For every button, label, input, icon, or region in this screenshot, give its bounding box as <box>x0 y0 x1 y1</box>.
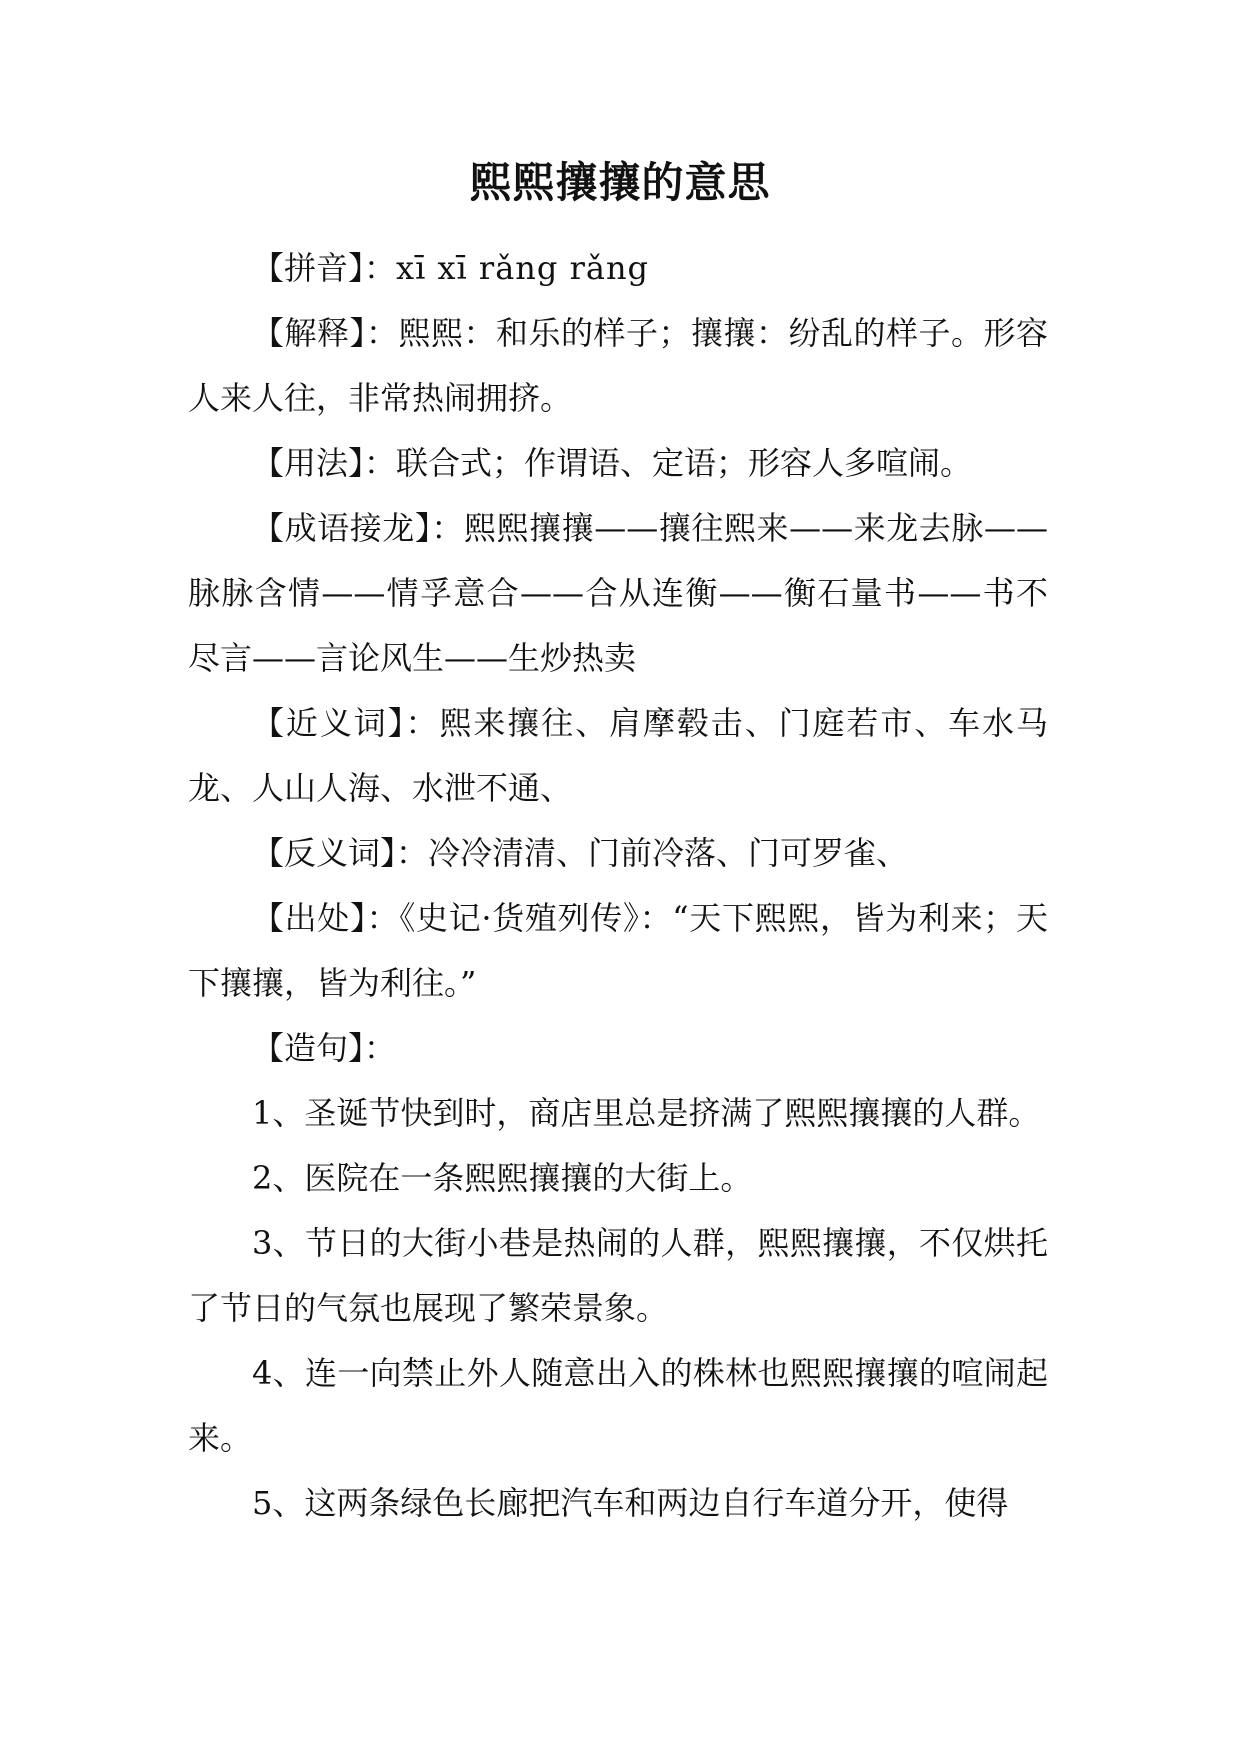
pinyin-value: xī xī rǎng rǎng <box>396 249 650 287</box>
antonyms-label: 【反义词】： <box>252 834 429 872</box>
synonyms-value: 熙来攘往、肩摩毂击、门庭若市、车水马龙、人山人海、水泄不通、 <box>188 704 1048 807</box>
usage-value: 联合式；作谓语、定语；形容人多喧闹。 <box>396 444 973 482</box>
synonyms-label: 【近义词】： <box>252 704 440 742</box>
page-title: 熙熙攘攘的意思 <box>469 158 771 207</box>
document-body <box>188 236 1048 1536</box>
usage-label: 【用法】： <box>252 444 397 482</box>
pinyin-entry <box>188 236 1048 301</box>
explanation-label: 【解释】： <box>252 314 399 352</box>
source-entry <box>188 886 1048 1016</box>
source-value: 《史记·货殖列传》：“天下熙熙，皆为利来；天下攘攘，皆为利往。” <box>188 899 1048 1002</box>
example-sentence: 5、这两条绿色长廊把汽车和两边自行车道分开，使得 <box>252 1484 1009 1522</box>
example-sentence: 3、节日的大街小巷是热闹的人群，熙熙攘攘，不仅烘托了节日的气氛也展现了繁荣景象。 <box>188 1224 1048 1327</box>
usage-entry <box>188 431 1048 496</box>
example-sentence: 2、医院在一条熙熙攘攘的大街上。 <box>252 1159 753 1197</box>
source-label: 【出处】： <box>252 899 400 937</box>
sentences-heading: 【造句】： <box>252 1029 397 1067</box>
pinyin-label: 【拼音】： <box>252 249 397 287</box>
antonyms-entry <box>188 821 1048 886</box>
explanation-value: 熙熙：和乐的样子；攘攘：纷乱的样子。形容人来人往，非常热闹拥挤。 <box>188 314 1048 417</box>
explanation-entry <box>188 301 1048 431</box>
example-sentence: 4、连一向禁止外人随意出入的株林也熙熙攘攘的喧闹起来。 <box>188 1354 1048 1457</box>
idiom-chain-entry <box>188 496 1048 691</box>
synonyms-entry <box>188 691 1048 821</box>
idiom-chain-value: 熙熙攘攘——攘往熙来——来龙去脉——脉脉含情——情孚意合——合从连衡——衡石量书——书不尽言——言论风生——生炒热卖 <box>188 509 1048 677</box>
idiom-chain-label: 【成语接龙】： <box>252 509 464 547</box>
antonyms-value: 冷冷清清、门前冷落、门可罗雀、 <box>428 834 909 872</box>
example-sentence: 1、圣诞节快到时，商店里总是挤满了熙熙攘攘的人群。 <box>252 1094 1041 1132</box>
